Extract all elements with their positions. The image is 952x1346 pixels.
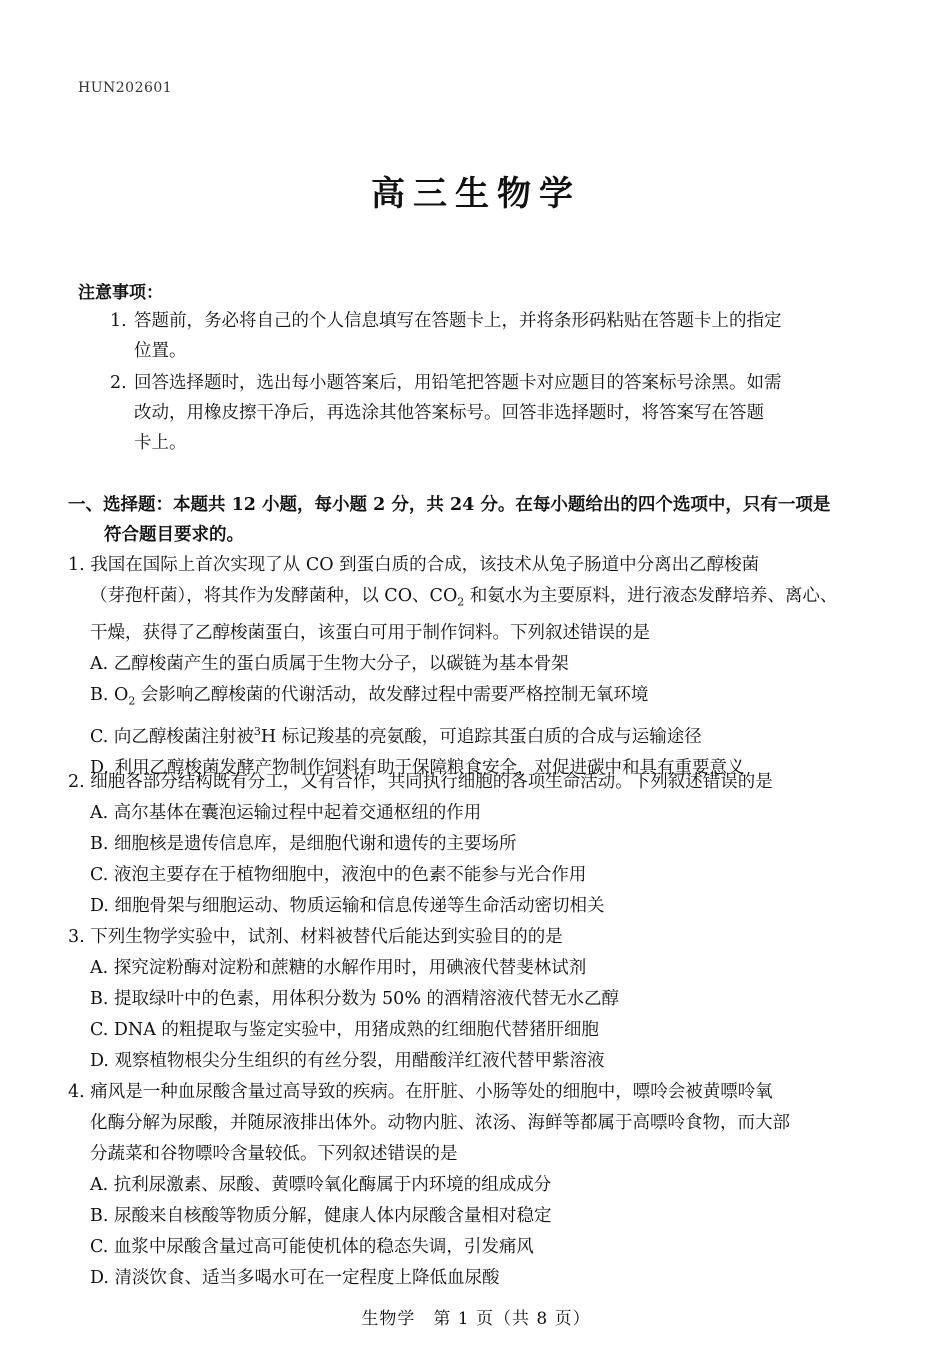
question-3 <box>68 922 888 1077</box>
stem-text: （芽孢杆菌），将其作为发酵菌种，以 CO、CO <box>90 586 458 606</box>
superscript: 3 <box>253 725 261 738</box>
notice-text: 改动，用橡皮擦干净后，再选涂其他答案标号。回答非选择题时，将答案写在答题 <box>134 403 764 423</box>
notice-text: 卡上。 <box>134 433 187 453</box>
option-d: D. 利用乙醇梭菌发酵产物制作饲料有助于保障粮食安全，对促进碳中和具有重要意义 <box>90 757 745 778</box>
option-b <box>68 680 888 717</box>
question-stem: 3. 下列生物学实验中，试剂、材料被替代后能达到实验目的的是 <box>68 927 563 947</box>
section-line: 符合题目要求的。 <box>104 525 244 545</box>
option-a: A. 乙醇梭菌产生的蛋白质属于生物大分子，以碳链为基本骨架 <box>90 653 569 674</box>
option-b: B. 细胞核是遗传信息库，是细胞代谢和遗传的主要场所 <box>90 834 517 854</box>
exam-code: HUN202601 <box>78 80 173 96</box>
question-stem: 1. 我国在国际上首次实现了从 CO 到蛋白质的合成，该技术从兔子肠道中分离出乙醇梭菌 <box>68 555 760 575</box>
question-1 <box>68 550 888 784</box>
option-c: C. 血浆中尿酸含量过高可能使机体的稳态失调，引发痛风 <box>90 1237 534 1257</box>
page-title: 高三生物学 <box>371 174 581 214</box>
option-text: C. 向乙醇梭菌注射被 <box>90 726 254 747</box>
option-d: D. 观察植物根尖分生组织的有丝分裂，用醋酸洋红液代替甲紫溶液 <box>90 1051 605 1071</box>
notice-heading: 注意事项： <box>78 283 163 303</box>
notice-item-2 <box>110 368 890 458</box>
question-stem: 分蔬菜和谷物嘌呤含量较低。下列叙述错误的是 <box>90 1144 458 1164</box>
section-heading <box>68 490 888 550</box>
option-c: C. DNA 的粗提取与鉴定实验中，用猪成熟的红细胞代替猪肝细胞 <box>90 1020 599 1040</box>
option-a: A. 探究淀粉酶对淀粉和蔗糖的水解作用时，用碘液代替斐林试剂 <box>90 958 587 978</box>
question-stem: 4. 痛风是一种血尿酸含量过高导致的疾病。在肝脏、小肠等处的细胞中，嘌呤会被黄嘌呤氧 <box>68 1082 773 1102</box>
notice-num: 2. <box>110 373 127 393</box>
notice-text: 回答选择题时，选出每小题答案后，用铅笔把答题卡对应题目的答案标号涂黑。如需 <box>134 373 782 393</box>
stem-text: 和氨水为主要原料，进行液态发酵培养、离心、 <box>464 586 838 606</box>
question-stem: 2. 细胞各部分结构既有分工，又有合作，共同执行细胞的各项生命活动。下列叙述错误的是 <box>68 772 773 792</box>
question-4 <box>68 1077 888 1294</box>
option-text: 会影响乙醇梭菌的代谢活动，故发酵过程中需要严格控制无氧环境 <box>135 684 649 705</box>
option-d: D. 清淡饮食、适当多喝水可在一定程度上降低血尿酸 <box>90 1268 500 1288</box>
notice-text: 位置。 <box>134 341 187 361</box>
option-c: C. 液泡主要存在于植物细胞中，液泡中的色素不能参与光合作用 <box>90 865 587 885</box>
subscript: 2 <box>457 595 465 609</box>
notice-num: 1. <box>110 311 127 331</box>
subscript: 2 <box>128 694 136 707</box>
notice-text: 答题前，务必将自己的个人信息填写在答题卡上，并将条形码粘贴在答题卡上的指定 <box>134 311 782 331</box>
notice-item-1 <box>110 306 890 366</box>
option-text: B. O <box>90 684 129 705</box>
option-b: B. 提取绿叶中的色素，用体积分数为 50% 的酒精溶液代替无水乙醇 <box>90 989 620 1009</box>
question-stem <box>68 581 888 618</box>
question-stem: 化酶分解为尿酸，并随尿液排出体外。动物内脏、浓汤、海鲜等都属于高嘌呤食物，而大部 <box>90 1113 790 1133</box>
question-2 <box>68 767 888 922</box>
option-a: A. 抗利尿激素、尿酸、黄嘌呤氧化酶属于内环境的组成成分 <box>90 1175 552 1195</box>
option-text: H 标记羧基的亮氨酸，可追踪其蛋白质的合成与运输途径 <box>260 726 702 747</box>
option-b: B. 尿酸来自核酸等物质分解，健康人体内尿酸含量相对稳定 <box>90 1206 552 1226</box>
option-a: A. 高尔基体在囊泡运输过程中起着交通枢纽的作用 <box>90 803 482 823</box>
question-stem: 干燥，获得了乙醇梭菌蛋白，该蛋白可用于制作饲料。下列叙述错误的是 <box>90 622 650 643</box>
option-c <box>68 716 888 753</box>
option-d: D. 细胞骨架与细胞运动、物质运输和信息传递等生命活动密切相关 <box>90 896 605 916</box>
section-line: 一、选择题：本题共 12 小题，每小题 2 分，共 24 分。在每小题给出的四个选项中，只有一项是 <box>68 495 831 515</box>
page-footer: 生物学 第 1 页（共 8 页） <box>361 1309 591 1329</box>
